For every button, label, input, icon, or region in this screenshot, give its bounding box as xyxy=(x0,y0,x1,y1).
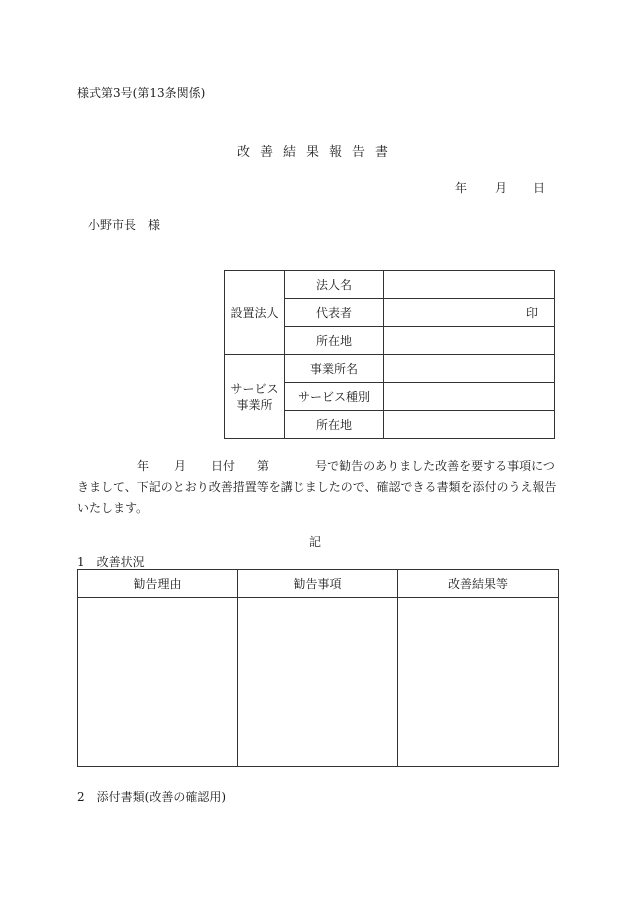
office-group-label xyxy=(225,355,285,439)
notice-paragraph xyxy=(77,456,559,519)
table-row xyxy=(78,598,559,767)
office-group-label-line2: 事業所 xyxy=(236,397,273,412)
form-number: 様式第3号(第13条関係) xyxy=(77,86,206,100)
table-row xyxy=(225,271,555,299)
addressee: 小野市長 様 xyxy=(88,218,161,232)
office-name-label: 事業所名 xyxy=(285,355,384,383)
office-name-field[interactable] xyxy=(384,355,555,383)
corporation-name-label: 法人名 xyxy=(285,271,384,299)
recommendation-items-cell[interactable] xyxy=(238,598,398,767)
office-address-field[interactable] xyxy=(384,411,555,439)
ki-mark: 記 xyxy=(308,535,321,549)
date-year-label: 年 xyxy=(455,181,468,195)
section2-title: 2 添付書類(改善の確認用) xyxy=(77,790,226,804)
service-type-label: サービス種別 xyxy=(285,383,384,411)
representative-label: 代表者 xyxy=(285,299,384,327)
applicant-table xyxy=(224,270,555,439)
office-address-label: 所在地 xyxy=(285,411,384,439)
table-header-row xyxy=(78,570,559,598)
header-recommendation-items: 勧告事項 xyxy=(238,570,398,598)
notice-year-label: 年 xyxy=(137,459,150,473)
date-day-label: 日 xyxy=(533,181,546,195)
header-recommendation-reason: 勧告理由 xyxy=(78,570,238,598)
table-row xyxy=(225,355,555,383)
document-title: 改善結果報告書 xyxy=(236,145,398,160)
establisher-group-label: 設置法人 xyxy=(225,271,285,355)
notice-text: 号で勧告のありました改善を要する事項につきまして、下記のとおり改善措置等を講じましたので、確認できる書類を添付のうえ報告いたします。 xyxy=(77,459,557,515)
representative-field[interactable]: 印 xyxy=(384,299,555,327)
improvement-results-table xyxy=(77,569,559,767)
recommendation-reason-cell[interactable] xyxy=(78,598,238,767)
notice-day-label: 日付 xyxy=(211,459,236,473)
corporation-name-field[interactable] xyxy=(384,271,555,299)
notice-number-prefix: 第 xyxy=(257,459,270,473)
corporation-address-field[interactable] xyxy=(384,327,555,355)
office-group-label-line1: サービス xyxy=(230,381,279,396)
date-month-label: 月 xyxy=(495,181,508,195)
improvement-results-cell[interactable] xyxy=(398,598,559,767)
service-type-field[interactable] xyxy=(384,383,555,411)
notice-month-label: 月 xyxy=(174,459,187,473)
section1-title: 1 改善状況 xyxy=(77,555,145,569)
date-line xyxy=(455,179,545,196)
header-improvement-results: 改善結果等 xyxy=(398,570,559,598)
corporation-address-label: 所在地 xyxy=(285,327,384,355)
